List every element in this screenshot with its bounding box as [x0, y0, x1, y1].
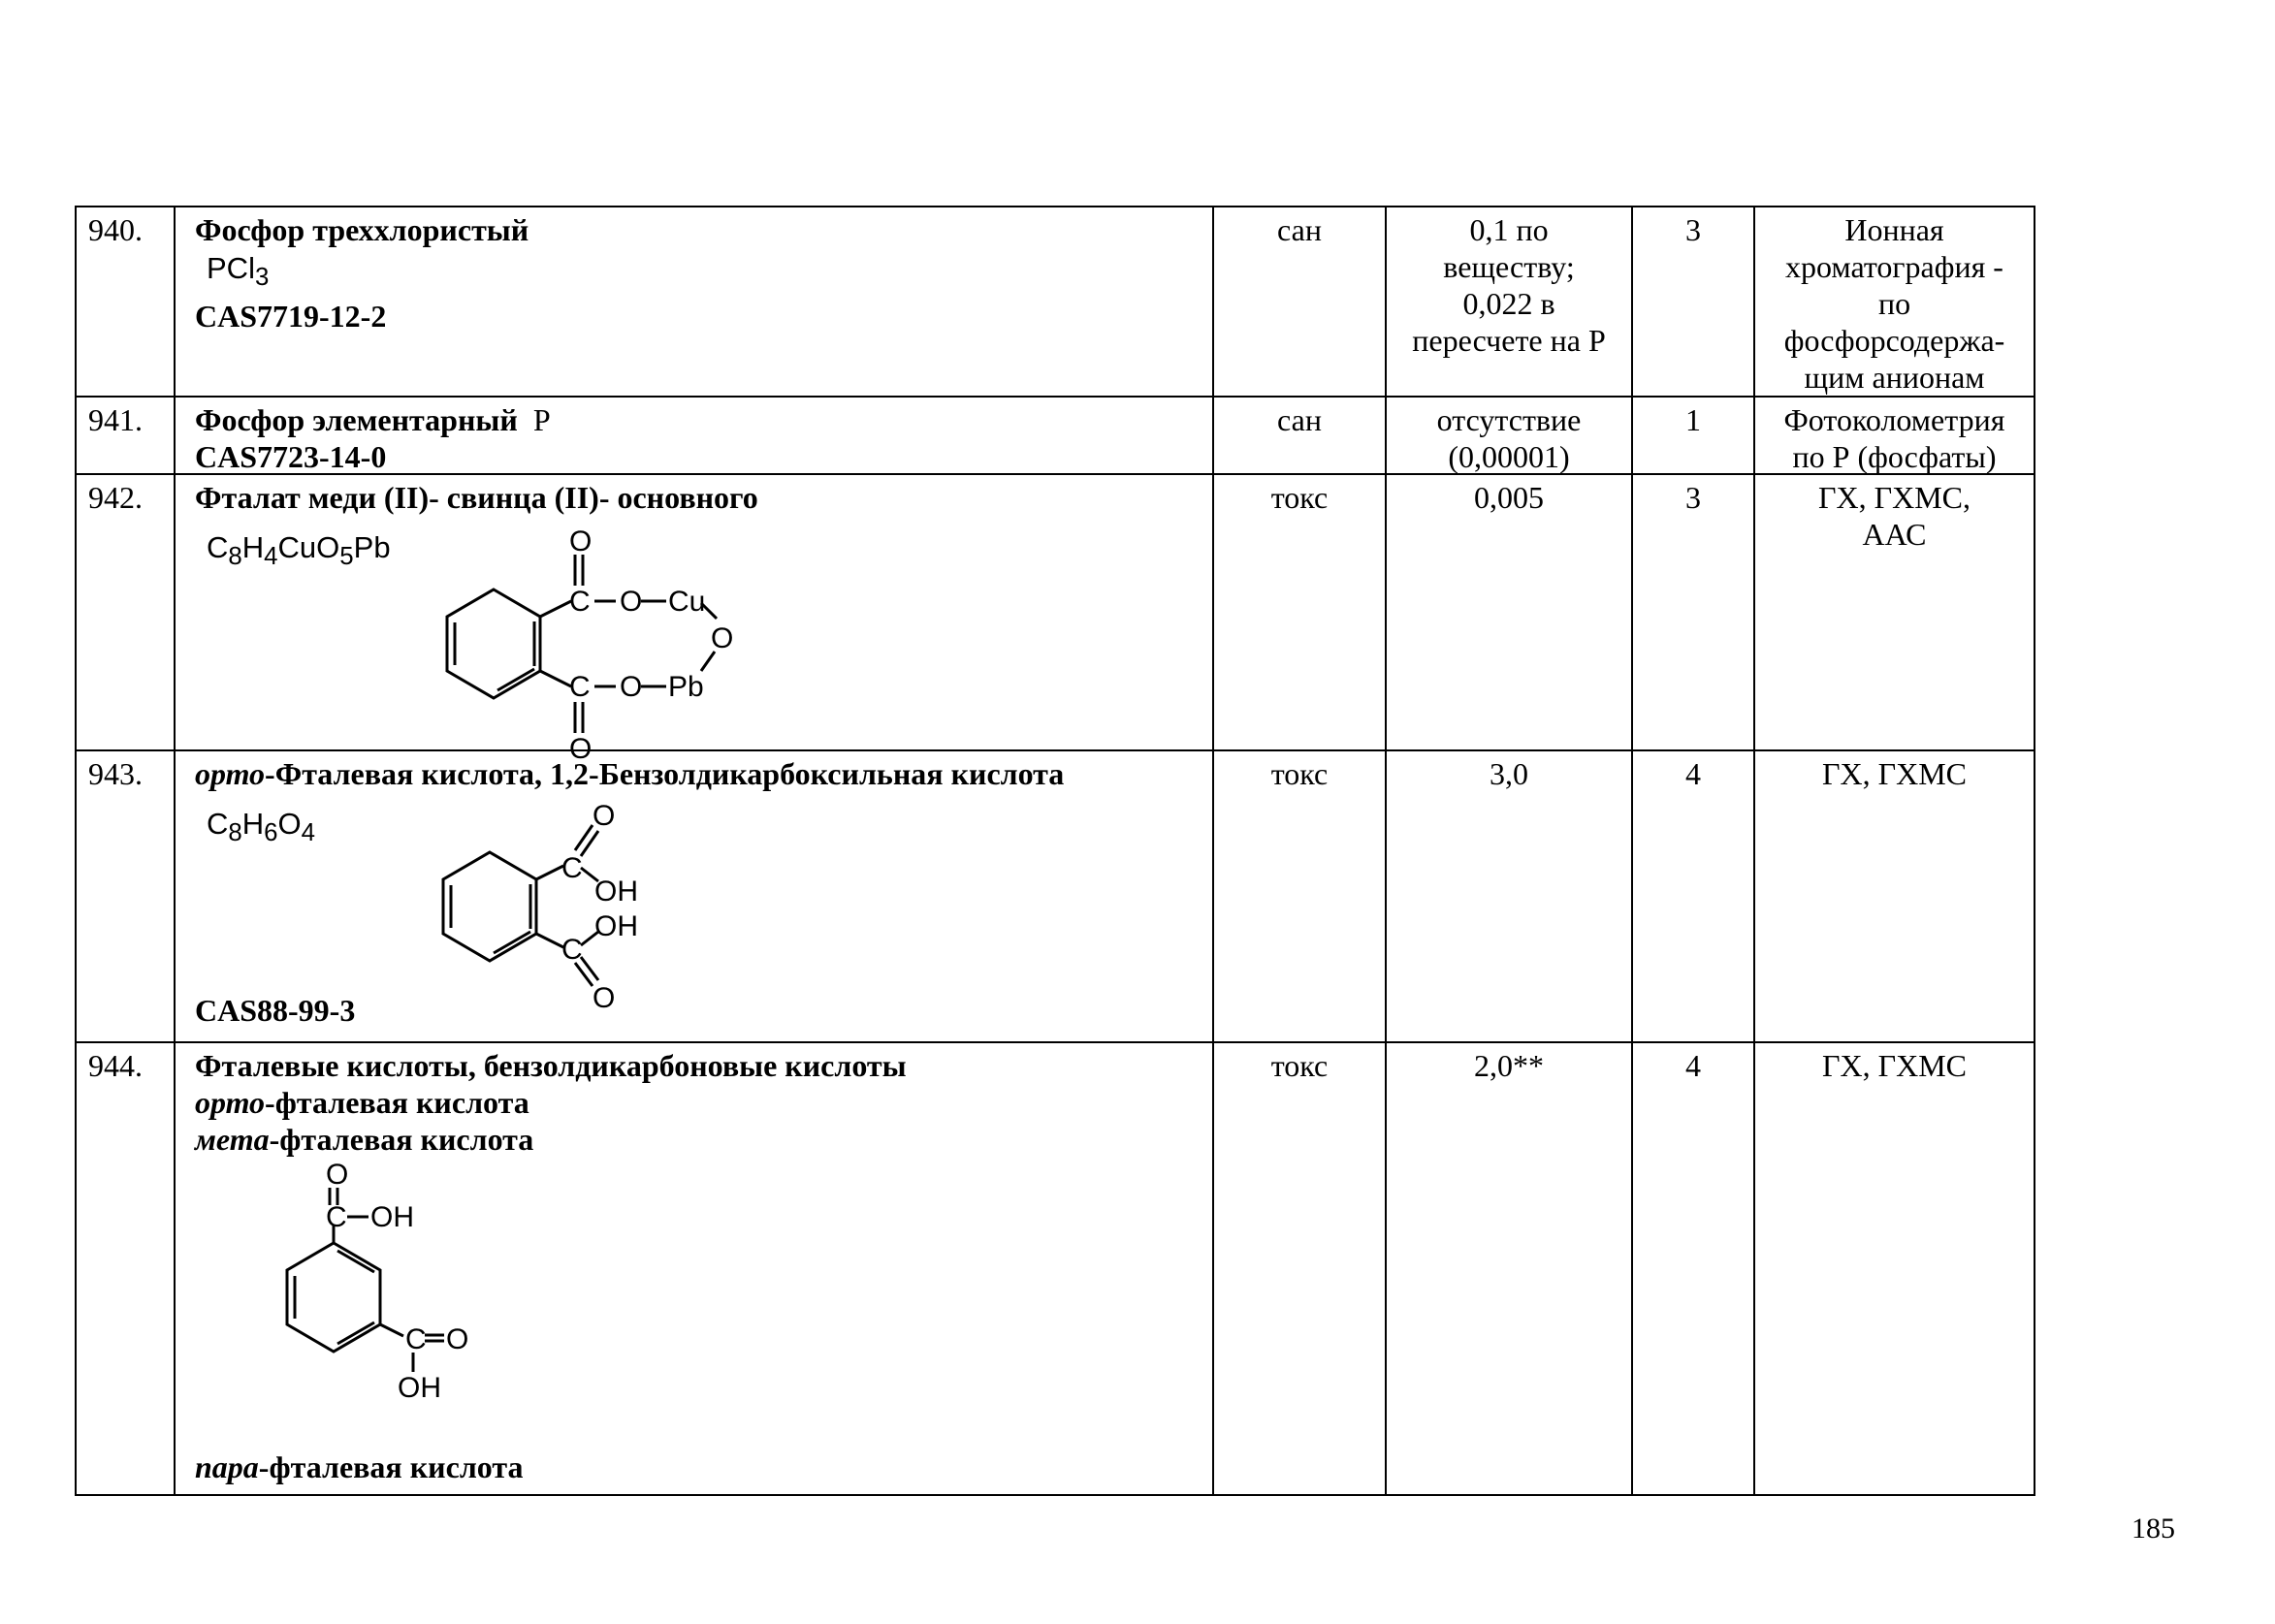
chemical-formula: PCl$_3$ [207, 251, 270, 292]
oxygen-label: O [326, 1159, 349, 1191]
substance-name: Фосфор треххлористый [195, 212, 529, 247]
substance-name: Фталевые кислоты, бензолдикарбоновые кислоты [195, 1048, 907, 1083]
row-number: 942. [88, 480, 143, 515]
substance-name-line [195, 401, 1212, 438]
method-line: по Р (фосфаты) [1792, 439, 1997, 474]
cas-number: CAS88-99-3 [195, 993, 356, 1028]
carbon-label: C [405, 1323, 427, 1355]
substance-cell [176, 207, 1212, 396]
row-number: 944. [88, 1048, 143, 1083]
oxygen-label: O [569, 525, 593, 557]
table-border-bottom [75, 1494, 2035, 1496]
oxygen-label: O [593, 800, 616, 832]
method-cell [1755, 398, 2034, 473]
name-text: -фталевая кислота [269, 1122, 534, 1157]
copper-lead-phthalate-structure [414, 525, 821, 765]
row-number: 943. [88, 756, 143, 791]
name-italic-prefix: пара [195, 1449, 259, 1484]
value-cell: 2,0** [1474, 1048, 1544, 1083]
substance-name [195, 755, 1212, 792]
ortho-phthalic-acid-structure [414, 792, 763, 1014]
name-italic-prefix: орто [195, 1085, 266, 1120]
substance-cell [176, 398, 1212, 473]
copper-label: Cu [668, 586, 706, 618]
chemical-formula: $C_8H_4CuO_5Pb$ [207, 530, 391, 571]
chemical-formula: $C_8H_6O_4$ [207, 807, 316, 847]
name-italic-prefix: орто [195, 756, 266, 791]
method-line: ААС [1862, 517, 1927, 552]
name-text: -фталевая кислота [258, 1449, 524, 1484]
substance-name: Фосфор элементарный [195, 402, 518, 437]
class-cell: токс [1270, 756, 1329, 791]
class-cell: токс [1270, 1048, 1329, 1083]
method-line: по [1877, 286, 1911, 321]
value-line: веществу; [1443, 249, 1575, 284]
hazard-class-cell: 4 [1685, 1048, 1701, 1083]
value-cell: 3,0 [1490, 756, 1528, 791]
chemical-formula: Р [532, 402, 551, 437]
value-line: 0,1 по [1469, 212, 1549, 247]
meta-phthalic-acid-structure [254, 1161, 506, 1451]
carbon-label: C [569, 586, 591, 618]
carbon-label: C [561, 852, 583, 884]
method-line: хроматография - [1785, 249, 2003, 284]
substance-table [75, 206, 2035, 1496]
value-line: отсутствие [1436, 402, 1582, 437]
isomer-name [195, 1449, 523, 1485]
name-text: -фталевая кислота [265, 1085, 529, 1120]
class-cell: сан [1277, 212, 1322, 247]
substance-name: Фталат меди (II)- свинца (II)- основного [195, 480, 758, 515]
hazard-class-cell: 3 [1685, 212, 1701, 247]
method-line: ГХ, ГХМС, [1817, 480, 1971, 515]
oxygen-label: O [711, 622, 734, 654]
hydroxyl-label: OH [594, 876, 638, 908]
cas-number: CAS7719-12-2 [195, 299, 387, 334]
carbon-label: C [326, 1201, 347, 1233]
oxygen-label: O [569, 733, 593, 765]
isomer-name [195, 1121, 1212, 1158]
method-cell [1755, 207, 2034, 396]
oxygen-label: O [593, 982, 616, 1014]
method-cell: ГХ, ГХМС [1821, 1048, 1967, 1083]
hazard-class-cell: 1 [1685, 402, 1701, 437]
name-text: -Фталевая кислота, 1,2-Бензолдикарбоксильная кислота [265, 756, 1065, 791]
hydroxyl-label: OH [370, 1201, 414, 1233]
value-cell [1387, 207, 1631, 396]
row-number: 940. [88, 212, 143, 247]
hydroxyl-label: OH [594, 910, 638, 942]
cas-number: CAS7723-14-0 [195, 439, 387, 474]
value-cell [1387, 398, 1631, 473]
class-cell: сан [1277, 402, 1322, 437]
value-line: (0,00001) [1448, 439, 1570, 474]
class-cell: токс [1270, 480, 1329, 515]
isomer-name [195, 1084, 1212, 1121]
method-cell [1755, 475, 2034, 749]
method-line: фосфорсодержа- [1783, 323, 2005, 358]
value-line: 0,022 в [1462, 286, 1555, 321]
value-line: пересчете на Р [1412, 323, 1606, 358]
hydroxyl-label: OH [398, 1372, 441, 1404]
oxygen-label: O [446, 1323, 469, 1355]
method-line: Ионная [1844, 212, 1944, 247]
table-border-right [2034, 206, 2035, 1496]
page-number: 185 [2131, 1513, 2175, 1544]
oxygen-label: O [620, 586, 643, 618]
method-line: щим анионам [1804, 360, 1985, 395]
lead-label: Pb [668, 671, 704, 703]
carbon-label: C [569, 671, 591, 703]
method-line: Фотоколометрия [1783, 402, 2005, 437]
carbon-label: C [561, 934, 583, 966]
name-italic-prefix: мета [195, 1122, 270, 1157]
value-cell: 0,005 [1474, 480, 1544, 515]
method-cell: ГХ, ГХМС [1821, 756, 1967, 791]
oxygen-label: O [620, 671, 643, 703]
hazard-class-cell: 3 [1685, 480, 1701, 515]
hazard-class-cell: 4 [1685, 756, 1701, 791]
row-number: 941. [88, 402, 143, 437]
